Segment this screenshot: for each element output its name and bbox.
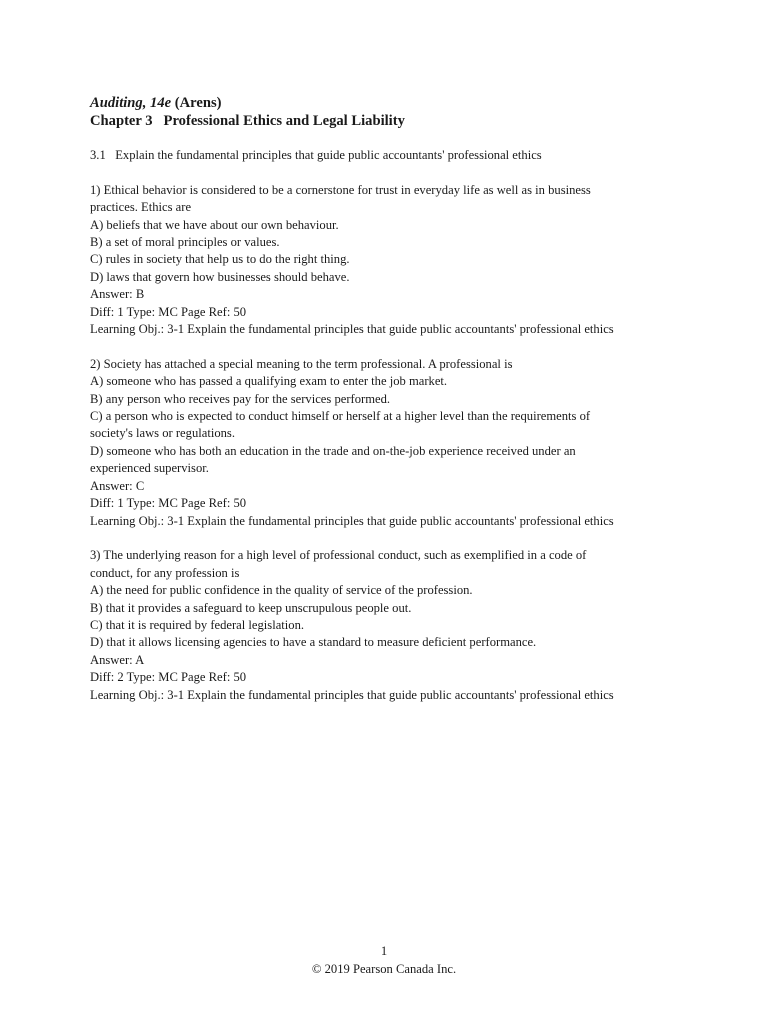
question-stem-line: conduct, for any profession is [90, 565, 240, 580]
question-meta: Diff: 2 Type: MC Page Ref: 50 [90, 670, 247, 685]
answer-option: A) the need for public confidence in the quality of service of the profession. [90, 583, 473, 598]
answer-option: C) rules in society that help us to do the right thing. [90, 252, 350, 267]
question-stem-line: practices. Ethics are [90, 200, 192, 215]
answer-option: B) a set of moral principles or values. [90, 235, 280, 250]
question-1 [90, 182, 690, 339]
question-3 [90, 547, 690, 704]
learning-objective: Learning Obj.: 3-1 Explain the fundamental principles that guide public accountants' professional ethics [90, 322, 614, 337]
question-stem-line: 1) Ethical behavior is considered to be a cornerstone for trust in everyday life as well as in business [90, 182, 591, 197]
answer-key: Answer: A [90, 652, 145, 667]
answer-option: C) a person who is expected to conduct himself or herself at a higher level than the requirements of [90, 409, 591, 424]
chapter-label: Chapter 3 [90, 113, 153, 129]
question-meta: Diff: 1 Type: MC Page Ref: 50 [90, 496, 247, 511]
answer-option: A) someone who has passed a qualifying exam to enter the job market. [90, 374, 448, 389]
answer-key: Answer: B [90, 287, 145, 302]
page-content [90, 94, 690, 704]
book-title-line [90, 94, 690, 112]
answer-option: D) that it allows licensing agencies to have a standard to measure deficient performance. [90, 635, 537, 650]
answer-option: D) someone who has both an education in the trade and on-the-job experience received under an [90, 443, 576, 458]
book-author: (Arens) [174, 95, 222, 111]
answer-option-continued: experienced supervisor. [90, 461, 209, 476]
answer-option: B) that it provides a safeguard to keep unscrupulous people out. [90, 600, 412, 615]
answer-option: D) laws that govern how businesses should behave. [90, 269, 350, 284]
answer-option-continued: society's laws or regulations. [90, 426, 235, 441]
learning-objective: Learning Obj.: 3-1 Explain the fundamental principles that guide public accountants' professional ethics [90, 513, 614, 528]
page-number: 1 [380, 944, 388, 958]
answer-option: B) any person who receives pay for the services performed. [90, 391, 391, 406]
question-meta: Diff: 1 Type: MC Page Ref: 50 [90, 304, 247, 319]
objective-heading [90, 147, 690, 164]
question-2 [90, 356, 690, 530]
question-stem-line: 3) The underlying reason for a high level of professional conduct, such as exemplified in a code of [90, 548, 587, 563]
answer-key: Answer: C [90, 478, 145, 493]
answer-option: C) that it is required by federal legislation. [90, 617, 305, 632]
copyright-notice: © 2019 Pearson Canada Inc. [311, 962, 457, 976]
objective-text: Explain the fundamental principles that guide public accountants' professional ethics [115, 148, 542, 162]
question-stem-line: 2) Society has attached a special meaning to the term professional. A professional is [90, 356, 513, 371]
book-title: Auditing, 14e [90, 95, 172, 111]
answer-option: A) beliefs that we have about our own behaviour. [90, 217, 339, 232]
chapter-heading [90, 112, 690, 131]
chapter-title: Professional Ethics and Legal Liability [163, 113, 405, 129]
objective-number: 3.1 [90, 148, 106, 162]
learning-objective: Learning Obj.: 3-1 Explain the fundamental principles that guide public accountants' professional ethics [90, 687, 614, 702]
